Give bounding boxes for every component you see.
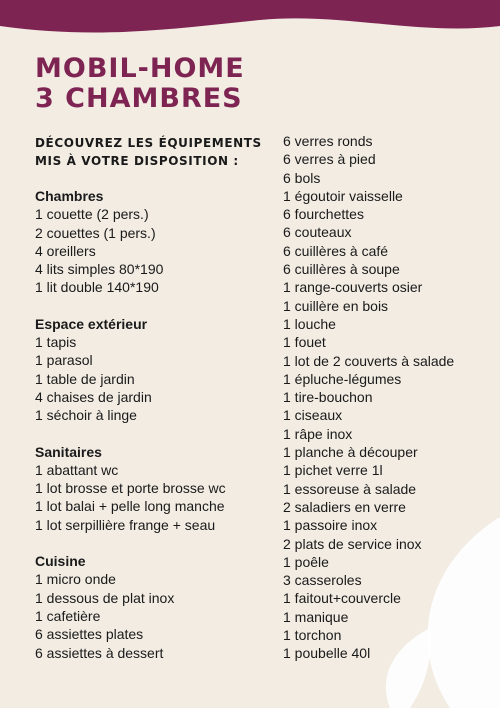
section-title: Chambres	[35, 188, 104, 204]
equipment-list	[35, 570, 275, 661]
list-item: 6 fourchettes	[283, 206, 364, 223]
list-item: 1 séchoir à linge	[35, 407, 137, 424]
list-item: 1 planche à découper	[283, 444, 418, 461]
equipment-list	[35, 333, 275, 424]
list-item: 1 manique	[283, 608, 349, 625]
equipment-list	[35, 205, 275, 296]
section-title: Cuisine	[35, 553, 86, 570]
list-item: 1 couette (2 pers.)	[35, 206, 149, 223]
list-item: 6 couteaux	[283, 224, 352, 241]
list-item: 1 égoutoir vaisselle	[283, 187, 403, 204]
top-wave-decoration	[0, 0, 500, 40]
list-item: 1 micro onde	[35, 571, 116, 588]
list-item: 1 cuillère en bois	[283, 297, 389, 314]
list-item: 1 lit double 140*190	[35, 279, 159, 296]
list-item: 2 couettes (1 pers.)	[35, 224, 156, 241]
list-item: 1 louche	[283, 315, 336, 332]
section	[35, 443, 275, 534]
equipment-list	[35, 461, 275, 534]
list-item: 2 saladiers en verre	[283, 498, 406, 515]
title-line: MOBIL-HOME	[35, 53, 245, 84]
list-item: 1 cafetière	[35, 607, 101, 624]
intro-line: MIS À VOTRE DISPOSITION :	[35, 154, 239, 168]
list-item: 1 ciseaux	[283, 407, 343, 424]
section	[35, 187, 275, 297]
list-item: 1 lot serpillière frange + seau	[35, 516, 216, 533]
list-item: 1 fouet	[283, 334, 326, 351]
list-item: 1 torchon	[283, 627, 342, 644]
section	[35, 315, 275, 425]
list-item: 1 tapis	[35, 334, 77, 351]
list-item: 1 range-couverts osier	[283, 279, 423, 296]
list-item: 1 épluche-légumes	[283, 370, 402, 387]
list-item: 6 assiettes à dessert	[35, 644, 164, 661]
list-item: 1 lot brosse et porte brosse wc	[35, 480, 226, 497]
title-line: 3 CHAMBRES	[35, 83, 243, 114]
list-item: 2 plats de service inox	[283, 535, 422, 552]
list-item: 3 casseroles	[283, 572, 362, 589]
list-item: 6 verres à pied	[283, 151, 376, 168]
cuisine-continued-list	[283, 132, 493, 663]
section-title: Sanitaires	[35, 443, 102, 460]
list-item: 6 verres ronds	[283, 133, 373, 149]
list-item: 1 lot de 2 couverts à salade	[283, 352, 455, 369]
page-title	[35, 54, 245, 114]
section-title: Espace extérieur	[35, 315, 148, 332]
list-item: 1 lot balai + pelle long manche	[35, 498, 225, 515]
intro-line: DÉCOUVREZ LES ÉQUIPEMENTS	[35, 136, 262, 150]
list-item: 1 dessous de plat inox	[35, 589, 175, 606]
intro-text	[35, 134, 262, 170]
list-item: 6 assiettes plates	[35, 626, 144, 643]
list-item: 1 faitout+couvercle	[283, 590, 401, 607]
list-item: 1 tire-bouchon	[283, 389, 373, 406]
list-item: 1 table de jardin	[35, 370, 135, 387]
list-item: 1 parasol	[35, 352, 93, 369]
list-item: 1 pichet verre 1l	[283, 462, 383, 479]
right-column	[283, 132, 493, 663]
list-item: 1 abattant wc	[35, 461, 119, 478]
list-item: 4 lits simples 80*190	[35, 261, 164, 278]
list-item: 6 cuillères à café	[283, 242, 389, 259]
list-item: 1 poêle	[283, 553, 329, 570]
section	[35, 552, 275, 662]
list-item: 4 chaises de jardin	[35, 388, 152, 405]
list-item: 4 oreillers	[35, 242, 96, 259]
list-item: 6 cuillères à soupe	[283, 261, 400, 278]
list-item: 1 passoire inox	[283, 517, 378, 534]
left-column	[35, 187, 275, 680]
list-item: 6 bols	[283, 169, 321, 186]
list-item: 1 essoreuse à salade	[283, 480, 417, 497]
list-item: 1 râpe inox	[283, 425, 353, 442]
list-item: 1 poubelle 40l	[283, 645, 371, 662]
